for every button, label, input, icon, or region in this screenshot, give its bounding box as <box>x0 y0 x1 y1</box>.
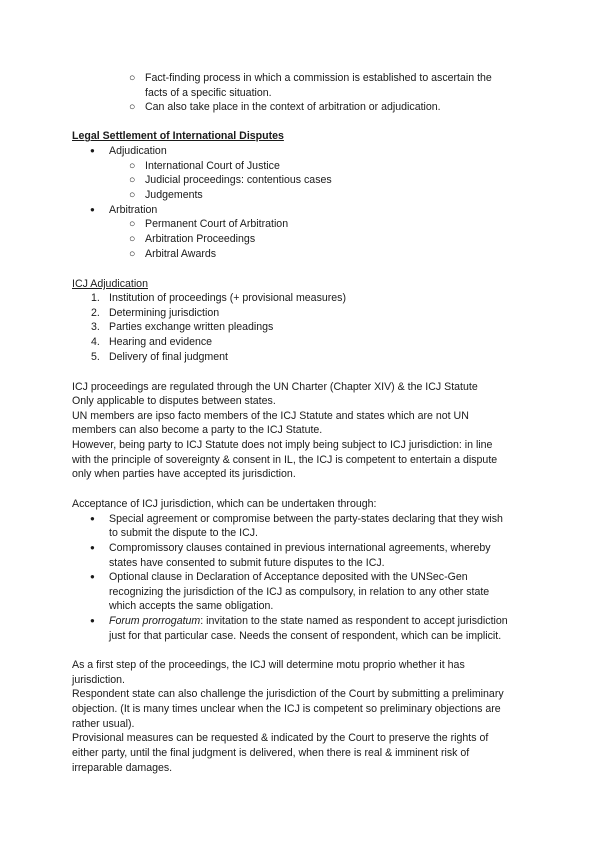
circle-bullet-icon: ○ <box>129 189 136 201</box>
sub-list-item: Arbitral Awards <box>145 248 217 260</box>
disc-bullet-icon: ● <box>90 146 95 155</box>
circle-bullet-icon: ○ <box>129 101 136 113</box>
text-line: Fact-finding process in which a commission is established to ascertain the <box>145 72 492 84</box>
list-item-line: which accepts the same obligation. <box>109 600 274 612</box>
list-item-line: recognizing the jurisdiction of the ICJ as compulsory, in relation to any other state <box>109 586 490 598</box>
sub-list-item: Arbitration Proceedings <box>145 233 256 245</box>
step-text: Hearing and evidence <box>109 336 213 348</box>
sub-list-item: Judicial proceedings: contentious cases <box>145 174 332 186</box>
disc-bullet-icon: ● <box>90 616 95 625</box>
text-line: Can also take place in the context of arbitration or adjudication. <box>145 101 441 113</box>
step-text: Parties exchange written pleadings <box>109 321 274 333</box>
forum-prorrogatum-term: Forum prorrogatum <box>109 615 201 627</box>
circle-bullet-icon: ○ <box>129 218 136 230</box>
paragraph-line: jurisdiction. <box>72 674 125 686</box>
step-number: 2. <box>91 307 100 319</box>
section-heading-icj-adjudication: ICJ Adjudication <box>72 278 148 290</box>
step-text: Determining jurisdiction <box>109 307 220 319</box>
paragraph-line: only when parties have accepted its jurisdiction. <box>72 468 296 480</box>
paragraph-line: objection. (It is many times unclear when the ICJ is competent so preliminary objections are <box>72 703 501 715</box>
disc-bullet-icon: ● <box>90 514 95 523</box>
acceptance-intro: Acceptance of ICJ jurisdiction, which can be undertaken through: <box>72 498 377 510</box>
circle-bullet-icon: ○ <box>129 248 136 260</box>
paragraph-line: irreparable damages. <box>72 762 173 774</box>
step-number: 1. <box>91 292 100 304</box>
step-number: 3. <box>91 321 100 333</box>
sub-list-item: Permanent Court of Arbitration <box>145 218 289 230</box>
circle-bullet-icon: ○ <box>129 160 136 172</box>
disc-bullet-icon: ● <box>90 205 95 214</box>
list-item-line: Compromissory clauses contained in previous international agreements, whereby <box>109 542 491 554</box>
paragraph-line: members can also become a party to the ICJ Statute. <box>72 424 323 436</box>
paragraph-line: UN members are ipso facto members of the ICJ Statute and states which are not UN <box>72 410 469 422</box>
list-item-line: Optional clause in Declaration of Acceptance deposited with the UNSec-Gen <box>109 571 468 583</box>
list-item-line: Special agreement or compromise between the party-states declaring that they wish <box>109 513 503 525</box>
list-item: Arbitration <box>109 204 158 216</box>
disc-bullet-icon: ● <box>90 572 95 581</box>
step-number: 5. <box>91 351 100 363</box>
list-item: Adjudication <box>109 145 167 157</box>
paragraph-line: either party, until the final judgment is delivered, when there is real & imminent risk of <box>72 747 470 759</box>
step-number: 4. <box>91 336 100 348</box>
circle-bullet-icon: ○ <box>129 233 136 245</box>
text-line: facts of a specific situation. <box>145 87 272 99</box>
step-text: Institution of proceedings (+ provisional measures) <box>109 292 347 304</box>
list-item-line: to submit the dispute to the ICJ. <box>109 527 258 539</box>
list-item-line: just for that particular case. Needs the consent of respondent, which can be implicit. <box>109 630 502 642</box>
disc-bullet-icon: ● <box>90 543 95 552</box>
paragraph-line: As a first step of the proceedings, the ICJ will determine motu proprio whether it has <box>72 659 465 671</box>
circle-bullet-icon: ○ <box>129 174 136 186</box>
paragraph-line: ICJ proceedings are regulated through the UN Charter (Chapter XIV) & the ICJ Statute <box>72 381 478 393</box>
paragraph-line: Provisional measures can be requested & indicated by the Court to preserve the rights of <box>72 732 489 744</box>
paragraph-line: However, being party to ICJ Statute does not imply being subject to ICJ jurisdiction: in line <box>72 439 493 451</box>
paragraph-line: with the principle of sovereignty & consent in IL, the ICJ is competent to entertain a dispute <box>72 454 498 466</box>
sub-list-item: Judgements <box>145 189 203 201</box>
paragraph-line: Only applicable to disputes between states. <box>72 395 276 407</box>
circle-bullet-icon: ○ <box>129 72 136 84</box>
step-text: Delivery of final judgment <box>109 351 228 363</box>
forum-prorrogatum-text: : invitation to the state named as respondent to accept jurisdiction <box>200 615 508 627</box>
list-item-line: states have consented to submit future disputes to the ICJ. <box>109 557 385 569</box>
section-heading-legal-settlement: Legal Settlement of International Disputes <box>72 130 284 142</box>
list-item-line <box>109 614 508 629</box>
paragraph-line: Respondent state can also challenge the jurisdiction of the Court by submitting a preliminary <box>72 688 504 700</box>
paragraph-line: rather usual). <box>72 718 135 730</box>
sub-list-item: International Court of Justice <box>145 160 280 172</box>
